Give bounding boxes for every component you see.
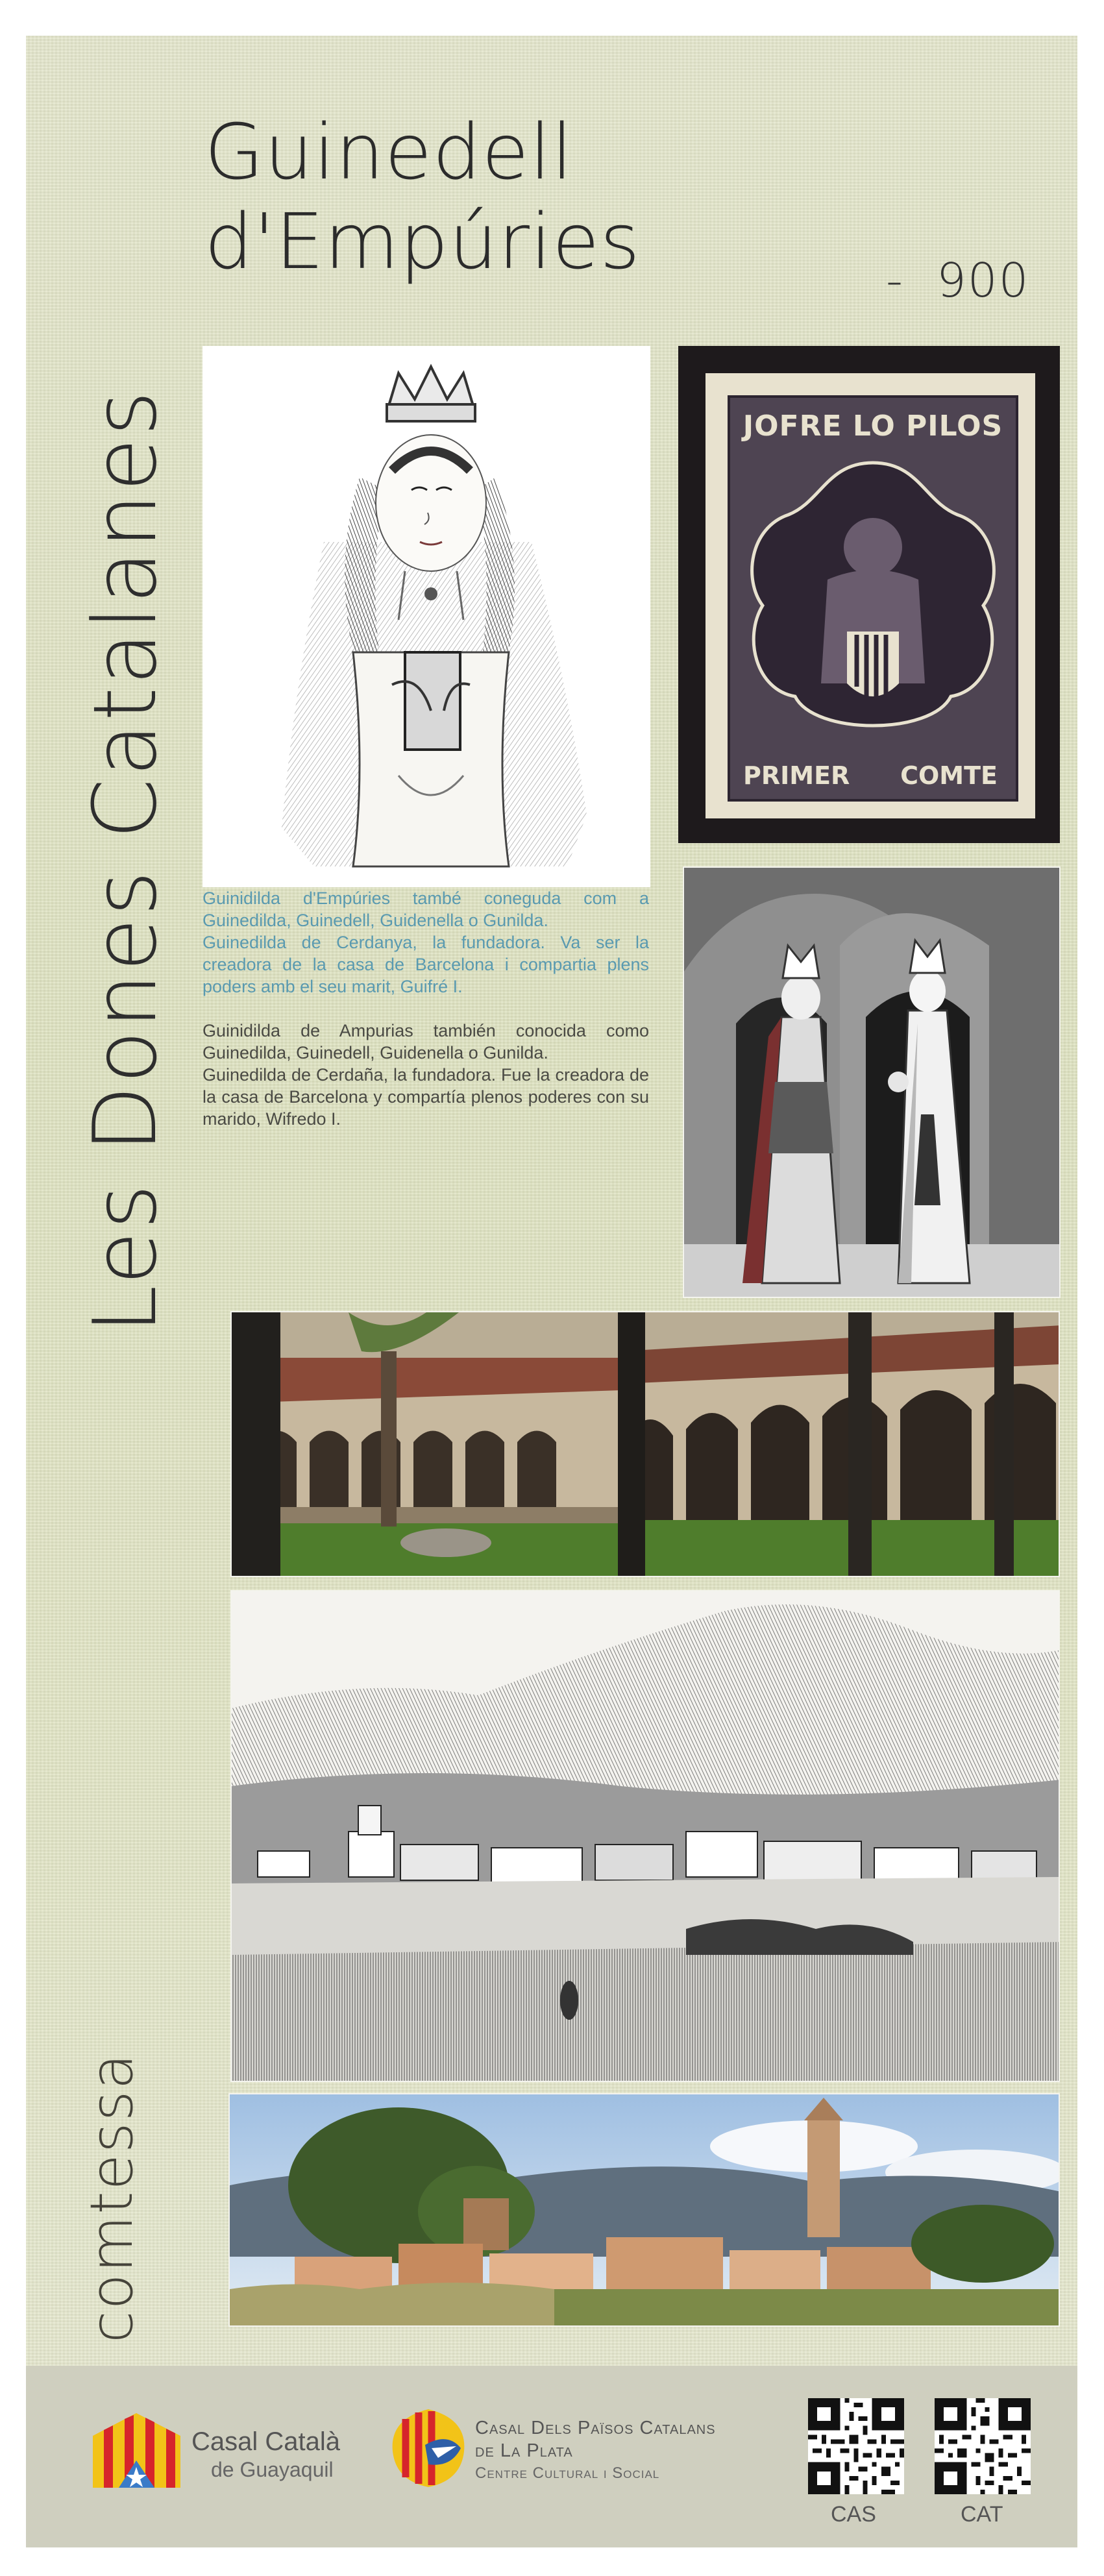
stamp-top-text: JOFRE LO PILOS bbox=[742, 410, 1003, 443]
footer bbox=[26, 2366, 1077, 2547]
org2-line1: Casal Dels Països Catalans bbox=[475, 2418, 716, 2438]
org1-name: Casal Català bbox=[191, 2427, 341, 2456]
text-cas-p1: Guinidilda de Ampurias también conocida como Guinedilda, Guinedell, Guidenella o Gunilda. bbox=[202, 1021, 649, 1062]
year-label bbox=[886, 253, 1029, 308]
poster bbox=[26, 36, 1077, 2547]
year-value: 900 bbox=[936, 253, 1030, 308]
text-cas-p2: Guinedilda de Cerdaña, la fundadora. Fue la creadora de la casa de Barcelona y compartía plenos poderes con su marido, Wifredo I. bbox=[202, 1065, 649, 1129]
qr-code-cas[interactable] bbox=[808, 2398, 904, 2494]
page-title bbox=[204, 107, 789, 286]
stamp-bottom-right: COMTE bbox=[900, 761, 998, 790]
stamp-jofre-lo-pilos bbox=[678, 346, 1060, 843]
title-line-1: Guinedell bbox=[204, 107, 574, 197]
org2-line3: Centre Cultural i Social bbox=[475, 2464, 660, 2482]
stamp-emblem bbox=[730, 450, 1016, 742]
qr-code-cat[interactable] bbox=[935, 2398, 1031, 2494]
org2-line2: de La Plata bbox=[475, 2440, 573, 2461]
year-dash: - bbox=[886, 253, 904, 308]
village-engraving bbox=[230, 1590, 1060, 2082]
stamp-bottom-left: PRIMER bbox=[743, 761, 850, 790]
subtitle: comtessa bbox=[78, 2052, 146, 2343]
cloister-photo bbox=[230, 1311, 1060, 1577]
casal-paisos-catalans-logo-icon bbox=[386, 2406, 471, 2490]
title-line-2: d'Empúries bbox=[204, 197, 641, 286]
qr-label-cas: CAS bbox=[831, 2502, 876, 2527]
org1-sub: de Guayaquil bbox=[211, 2458, 334, 2481]
portrait-engraving bbox=[202, 346, 650, 887]
series-title: Les Dones Catalanes bbox=[75, 389, 176, 1334]
qr-label-cat: CAT bbox=[961, 2502, 1003, 2527]
village-photo bbox=[228, 2093, 1060, 2327]
description-text bbox=[202, 887, 649, 1130]
main-panel bbox=[26, 36, 1077, 2366]
casal-catala-logo-icon bbox=[90, 2410, 184, 2494]
giants-photo bbox=[683, 866, 1061, 1298]
text-cat-p2: Guinedilda de Cerdanya, la fundadora. Va ser la creadora de la casa de Barcelona i compartia plens poders amb el seu marit, Guifré I. bbox=[202, 933, 649, 996]
text-cat-p1: Guinidilda d'Empúries també coneguda com a Guinedilda, Guinedell, Guidenella o Gunilda. bbox=[202, 889, 649, 930]
